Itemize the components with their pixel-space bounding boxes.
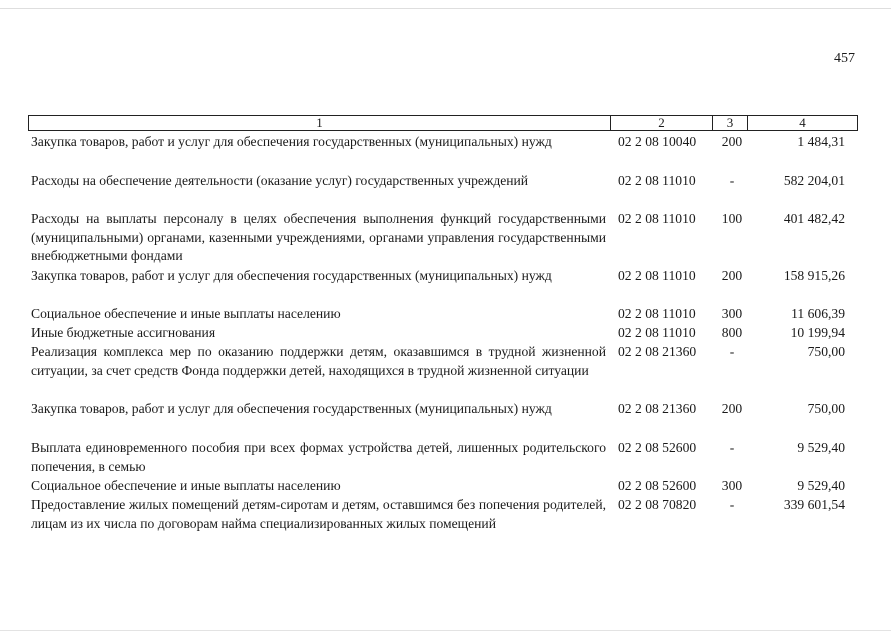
header-col-2: 2 bbox=[611, 116, 713, 130]
scan-edge-top bbox=[0, 8, 891, 9]
row-code: 02 2 08 21360 bbox=[618, 401, 697, 416]
row-description: Социальное обеспечение и иные выплаты населению bbox=[31, 478, 341, 493]
row-amount: 10 199,94 bbox=[790, 325, 845, 340]
table-header bbox=[28, 115, 858, 131]
row-description: Закупка товаров, работ и услуг для обеспечения государственных (муниципальных) нужд bbox=[31, 134, 552, 149]
row-amount: 158 915,26 bbox=[783, 268, 845, 283]
row-code: 02 2 08 10040 bbox=[618, 134, 697, 149]
row-amount: 339 601,54 bbox=[783, 497, 845, 512]
row-description: Расходы на выплаты персоналу в целях обеспечения выполнения функций государственными (муниципальными) органами, казенными учреждениями, органами управления государственными внебюджетными фондами bbox=[31, 211, 606, 263]
row-amount: 750,00 bbox=[807, 401, 845, 416]
row-code: 02 2 08 11010 bbox=[618, 325, 696, 340]
row-type: 300 bbox=[721, 478, 743, 493]
row-description: Реализация комплекса мер по оказанию поддержки детям, оказавшимся в трудной жизненной ситуации, за счет средств Фонда поддержки детей, находящихся в трудной жизненной ситуации bbox=[31, 344, 606, 378]
row-type: 200 bbox=[721, 134, 743, 149]
row-code: 02 2 08 11010 bbox=[618, 306, 696, 321]
row-code: 02 2 08 52600 bbox=[618, 478, 697, 493]
row-code: 02 2 08 11010 bbox=[618, 173, 696, 188]
row-type: - bbox=[729, 173, 735, 188]
header-col-4: 4 bbox=[799, 115, 806, 130]
row-type: 100 bbox=[721, 211, 743, 226]
row-type: - bbox=[729, 440, 735, 455]
row-type: 800 bbox=[721, 325, 743, 340]
row-amount: 11 606,39 bbox=[791, 306, 845, 321]
row-description: Иные бюджетные ассигнования bbox=[31, 325, 216, 340]
row-code: 02 2 08 11010 bbox=[618, 268, 696, 283]
row-description: Выплата единовременного пособия при всех формах устройства детей, лишенных родительского попечения, в семью bbox=[31, 440, 606, 474]
row-description: Предоставление жилых помещений детям-сиротам и детям, оставшимся без попечения родителей, лицам из их числа по договорам найма специализированных жилых помещений bbox=[31, 497, 606, 531]
header-col-3: 3 bbox=[713, 116, 748, 130]
row-type: - bbox=[729, 344, 735, 359]
row-code: 02 2 08 52600 bbox=[618, 440, 697, 455]
header-col-1: 1 bbox=[29, 116, 611, 130]
row-type: - bbox=[729, 497, 735, 512]
row-amount: 9 529,40 bbox=[797, 440, 845, 455]
page-number: 457 bbox=[834, 51, 855, 66]
row-amount: 582 204,01 bbox=[783, 173, 845, 188]
row-description: Расходы на обеспечение деятельности (оказание услуг) государственных учреждений bbox=[31, 173, 529, 188]
row-amount: 750,00 bbox=[807, 344, 845, 359]
row-amount: 401 482,42 bbox=[783, 211, 845, 226]
row-type: 200 bbox=[721, 268, 743, 283]
row-code: 02 2 08 21360 bbox=[618, 344, 697, 359]
row-type: 200 bbox=[721, 401, 743, 416]
row-description: Закупка товаров, работ и услуг для обеспечения государственных (муниципальных) нужд bbox=[31, 268, 552, 283]
row-description: Закупка товаров, работ и услуг для обеспечения государственных (муниципальных) нужд bbox=[31, 401, 552, 416]
row-code: 02 2 08 70820 bbox=[618, 497, 697, 512]
row-code: 02 2 08 11010 bbox=[618, 211, 696, 226]
row-type: 300 bbox=[721, 306, 743, 321]
row-description: Социальное обеспечение и иные выплаты населению bbox=[31, 306, 341, 321]
row-amount: 9 529,40 bbox=[797, 478, 845, 493]
row-amount: 1 484,31 bbox=[797, 134, 845, 149]
scan-edge-bottom bbox=[0, 630, 891, 631]
